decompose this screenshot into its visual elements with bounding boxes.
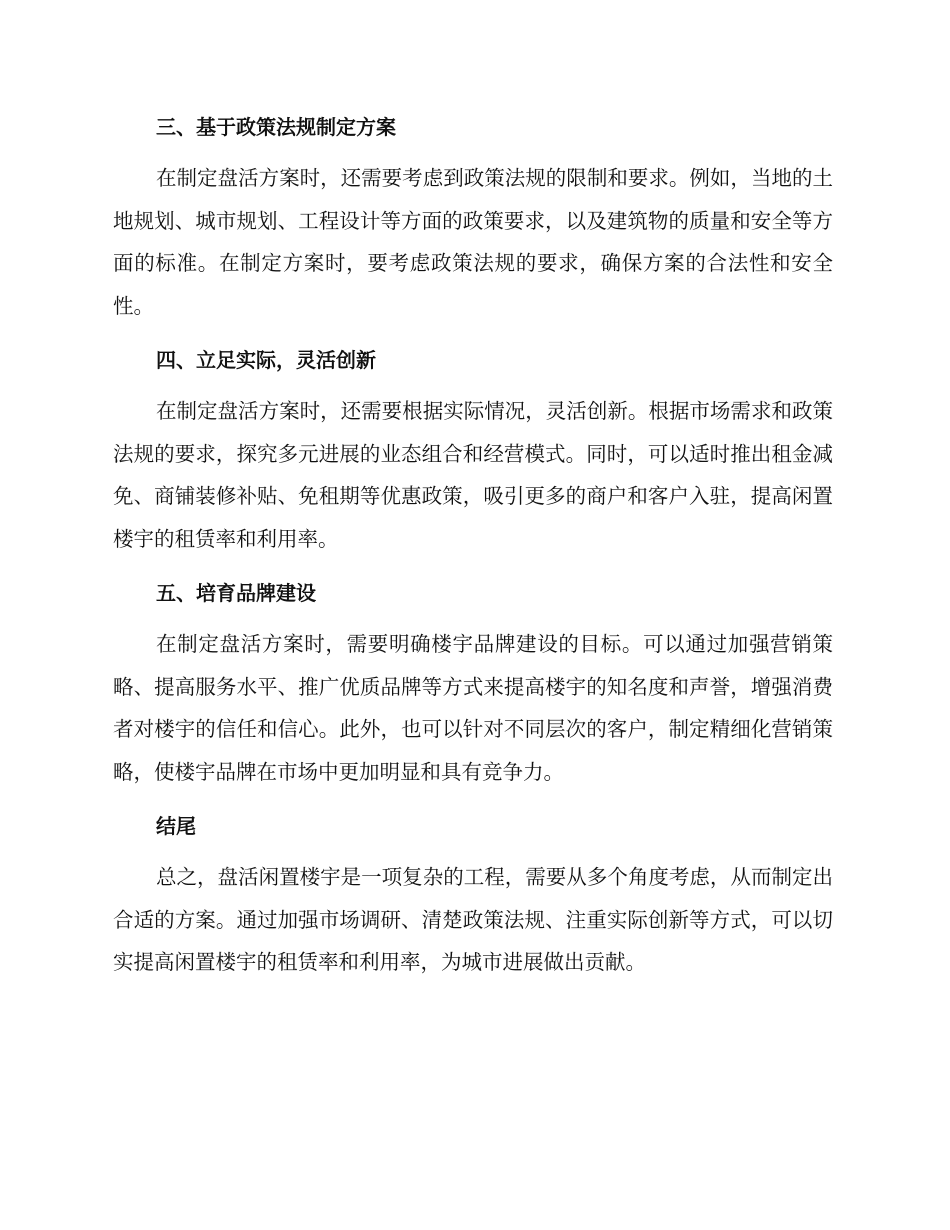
document-body [113, 108, 833, 984]
section-paragraph: 在制定盘活方案时，还需要考虑到政策法规的限制和要求。例如，当地的土地规划、城市规划、工程设计等方面的政策要求，以及建筑物的质量和安全等方面的标准。在制定方案时，要考虑政策法规的要求，确保方案的合法性和安全性。 [113, 166, 833, 318]
section-heading: 五、培育品牌建设 [156, 581, 316, 605]
section-heading: 三、基于政策法规制定方案 [156, 115, 396, 139]
section-brand [113, 574, 833, 793]
section-innovation [113, 341, 833, 560]
section-policy [113, 108, 833, 327]
section-heading: 四、立足实际，灵活创新 [156, 348, 376, 372]
section-paragraph: 在制定盘活方案时，需要明确楼宇品牌建设的目标。可以通过加强营销策略、提高服务水平、推广优质品牌等方式来提高楼宇的知名度和声誉，增强消费者对楼宇的信任和信心。此外，也可以针对不同层次的客户，制定精细化营销策略，使楼宇品牌在市场中更加明显和具有竞争力。 [113, 632, 833, 784]
section-paragraph: 总之，盘活闲置楼宇是一项复杂的工程，需要从多个角度考虑，从而制定出合适的方案。通过加强市场调研、清楚政策法规、注重实际创新等方式，可以切实提高闲置楼宇的租赁率和利用率，为城市进展做出贡献。 [113, 865, 833, 974]
section-paragraph: 在制定盘活方案时，还需要根据实际情况，灵活创新。根据市场需求和政策法规的要求，探究多元进展的业态组合和经营模式。同时，可以适时推出租金减免、商铺装修补贴、免租期等优惠政策，吸引更多的商户和客户入驻，提高闲置楼宇的租赁率和利用率。 [113, 399, 833, 551]
section-heading: 结尾 [156, 814, 196, 838]
section-conclusion [113, 807, 833, 984]
